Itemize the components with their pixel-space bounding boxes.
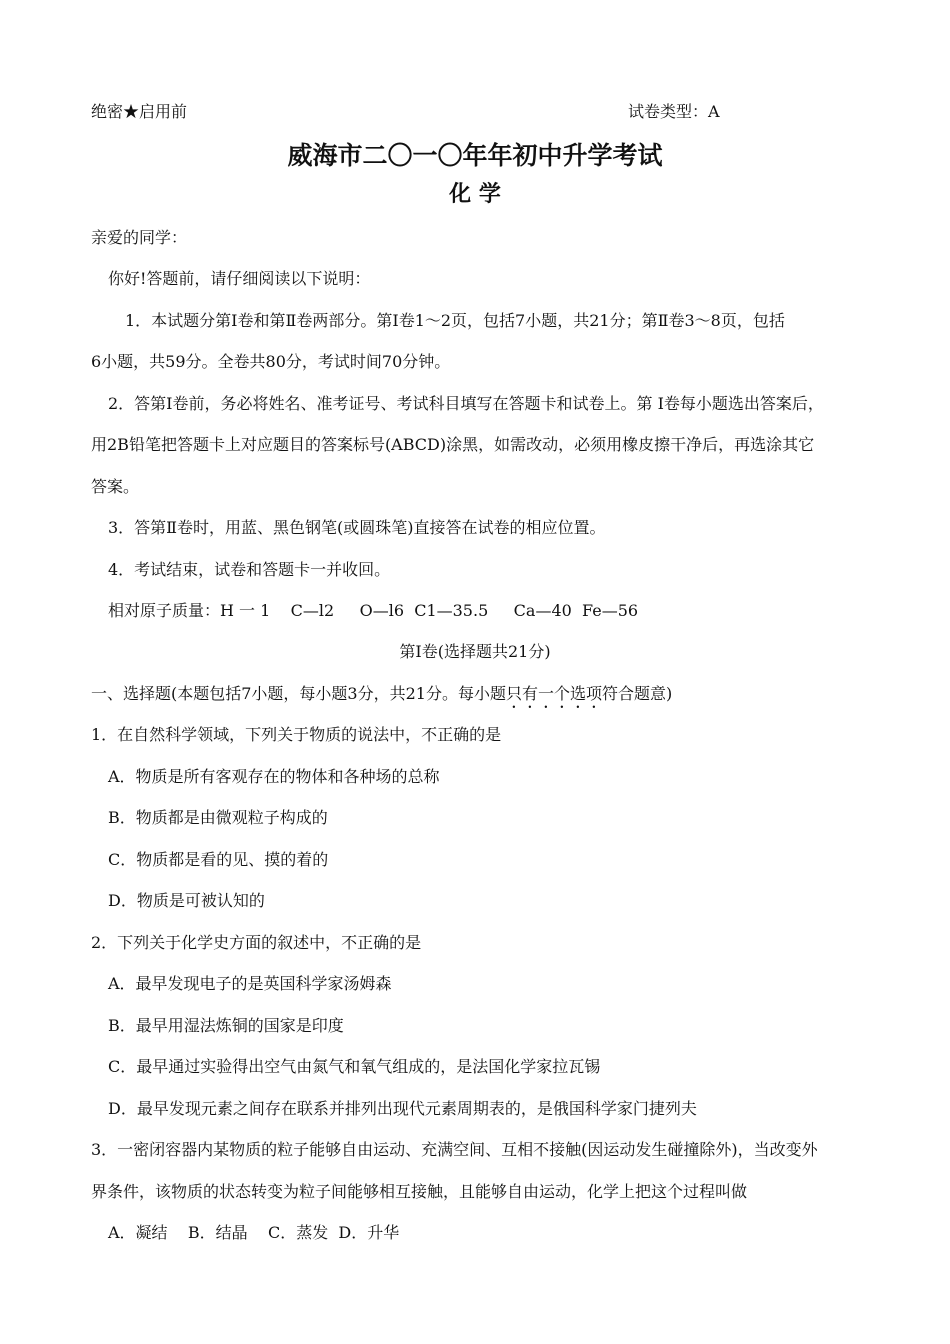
question-2-option-c: C．最早通过实验得出空气由氮气和氧气组成的，是法国化学家拉瓦锡 bbox=[108, 1057, 601, 1076]
instruction-3: 3．答第Ⅱ卷时，用蓝、黑色钢笔(或圆珠笔)直接答在试卷的相应位置。 bbox=[108, 518, 606, 537]
part-1-heading bbox=[91, 684, 672, 712]
part-1-heading-emphasis: 只有一个选项 bbox=[505, 684, 602, 703]
question-2-option-a: A．最早发现电子的是英国科学家汤姆森 bbox=[108, 974, 392, 993]
exam-title: 威海市二〇一〇年年初中升学考试 bbox=[287, 141, 663, 170]
instruction-2-line-3: 答案。 bbox=[91, 477, 140, 496]
question-2-stem: 2．下列关于化学史方面的叙述中，不正确的是 bbox=[91, 933, 422, 952]
secrecy-label: 绝密★启用前 bbox=[91, 102, 188, 121]
question-3-stem-line-1: 3．一密闭容器内某物质的粒子能够自由运动、充满空间、互相不接触(因运动发生碰撞除外)，当改变外 bbox=[91, 1140, 818, 1159]
part-1-heading-after: 符合题意) bbox=[601, 684, 673, 703]
instruction-4: 4．考试结束，试卷和答题卡一并收回。 bbox=[108, 560, 391, 579]
instruction-2-line-1: 2．答第Ⅰ卷前，务必将姓名、准考证号、考试科目填写在答题卡和试卷上。第 Ⅰ卷每小题选出答案后， bbox=[108, 394, 824, 413]
question-2-option-b: B．最早用湿法炼铜的国家是印度 bbox=[108, 1016, 344, 1035]
paper-type-label: 试卷类型：A bbox=[628, 102, 720, 121]
atomic-masses: 相对原子质量：H 一 1 C—l2 O—l6 C1—35.5 Ca—40 Fe—56 bbox=[108, 601, 639, 620]
question-1-stem: 1．在自然科学领域，下列关于物质的说法中，不正确的是 bbox=[91, 725, 502, 744]
question-3-stem-line-2: 界条件，该物质的状态转变为粒子间能够相互接触，且能够自由运动，化学上把这个过程叫做 bbox=[91, 1182, 748, 1201]
question-1-option-c: C．物质都是看的见、摸的着的 bbox=[108, 850, 329, 869]
question-1-option-b: B．物质都是由微观粒子构成的 bbox=[108, 808, 328, 827]
instruction-2-line-2: 用2B铅笔把答题卡上对应题目的答案标号(ABCD)涂黑，如需改动，必须用橡皮擦干净后，再选涂其它 bbox=[91, 435, 815, 454]
subject-title: 化 学 bbox=[449, 182, 501, 207]
instruction-1-line-1: 1．本试题分第Ⅰ卷和第Ⅱ卷两部分。第Ⅰ卷1～2页，包括7小题，共21分；第Ⅱ卷3～8页，包括 bbox=[125, 311, 785, 330]
intro: 你好!答题前，请仔细阅读以下说明： bbox=[108, 269, 371, 288]
question-2-option-d: D．最早发现元素之间存在联系并排列出现代元素周期表的，是俄国科学家门捷列夫 bbox=[108, 1099, 697, 1118]
greeting: 亲爱的同学： bbox=[91, 228, 188, 247]
question-1-option-a: A．物质是所有客观存在的物体和各种场的总称 bbox=[108, 767, 440, 786]
instruction-1-line-2: 6小题，共59分。全卷共80分，考试时间70分钟。 bbox=[91, 352, 451, 371]
part-1-heading-before: 一、选择题(本题包括7小题，每小题3分，共21分。每小题 bbox=[91, 684, 506, 703]
question-1-option-d: D．物质是可被认知的 bbox=[108, 891, 265, 910]
section-1-title: 第Ⅰ卷(选择题共21分) bbox=[399, 642, 551, 661]
question-3-options: A．凝结 B．结晶 C．蒸发 D．升华 bbox=[108, 1223, 400, 1242]
